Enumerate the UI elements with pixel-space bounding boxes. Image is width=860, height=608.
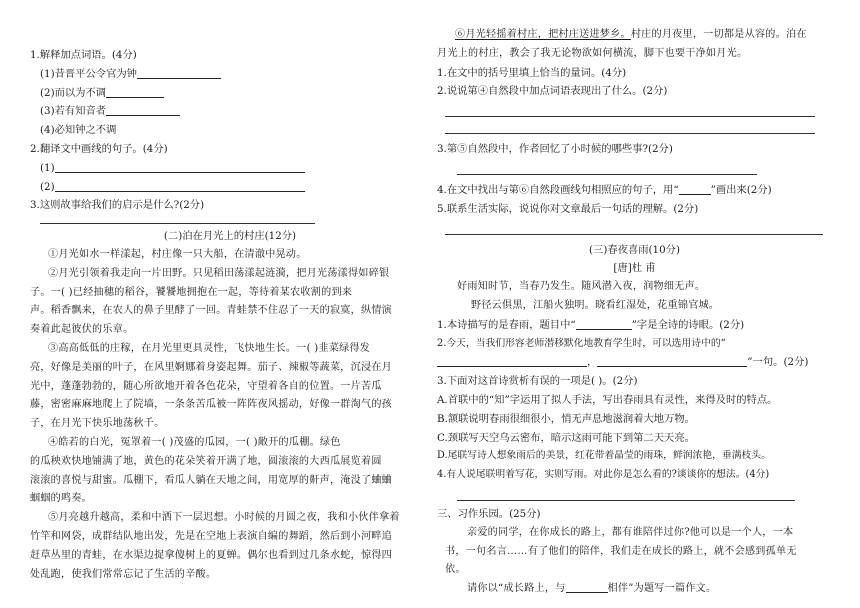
passage-line: 子。一( )已经抽穗的稻谷，饕饕地拥抱在一起，等待着某农收割的到来 [30, 286, 353, 298]
answer-line[interactable] [445, 104, 815, 117]
answer-blank[interactable] [55, 179, 305, 192]
answer-blank[interactable] [597, 354, 747, 367]
passage-line: 处乱跑，使我们常常忘记了生活的辛酸。 [30, 568, 217, 580]
passage-q2: 2.说说第④自然段中加点词语表现出了什么。(2分) [437, 85, 668, 98]
poem-line: 野径云俱黑，江船火独明。晓看红湿处，花重锦官城。 [471, 299, 720, 311]
passage-line: ③高高低低的庄稼，在月光里更具灵性，飞快地生长。一( )韭菜绿得发 [48, 342, 371, 354]
q2-title: 2.翻译文中画线的句子。(4分) [30, 142, 168, 155]
answer-line[interactable] [457, 162, 757, 175]
composition-prompt-line: 依。 [445, 564, 466, 576]
q1-item-4: (4)必知钟之不调 [40, 124, 117, 137]
passage-line: 奏着此起彼伏的乐章。 [30, 324, 134, 336]
poem-q4: 4.有人说尾联明着写花，实则写雨。对此你是怎么看的?谈谈你的想法。(4分) [437, 469, 770, 481]
q2-item-2: (2) [30, 178, 430, 197]
passage-line: 滚滚的喜悦与甜蜜。瓜棚下，看瓜人躺在天地之间，用宽厚的鼾声，淹没了蛐蛐 [30, 474, 393, 486]
q1-item-1: (1)昔晋平公令官为钟 [30, 65, 430, 84]
passage-line: 藤，密密麻麻地爬上了院墙，一条条苦瓜被一阵阵夜风摇动，好像一群淘气的孩 [30, 399, 393, 411]
q1-item-2: (2)而以为不调 [30, 84, 430, 103]
underlined-sentence: ⑥月光轻摇着村庄，把村庄送进梦乡。 [455, 29, 631, 40]
composition-section-title: 三、习作乐园。(25分) [437, 507, 541, 520]
poem-q3-option-a[interactable]: A.首联中的“知”字运用了拟人手法，写出春雨具有灵性，来得及时的特点。 [437, 393, 778, 406]
passage-line: 赶草丛里的青蛙，在水渠边捉拿傻树上的夏蝉。偶尔也看到过几条水蛇，惊得四 [30, 549, 393, 561]
mark-symbol-blank [679, 186, 711, 195]
q3-title: 3.这则故事给我们的启示是什么?(2分) [30, 199, 205, 212]
passage-line: 子，在月光下快乐地荡秋千。 [30, 418, 165, 430]
answer-blank[interactable] [566, 580, 608, 593]
answer-line[interactable] [457, 488, 795, 501]
poem-q3: 3.下面对这首诗赏析有误的一项是( )。(2分) [437, 375, 638, 388]
passage-line: ①月光如水一样漾起，村庄像一只大船，在清澈中晃动。 [48, 248, 307, 260]
poem-q3-option-d[interactable]: D.尾联写诗人想象雨后的美景，红花带着晶莹的雨珠，鲜润浓艳，垂满枝头。 [437, 450, 771, 462]
passage-line: ④皓若的白光，冤罩着一( )茂盛的瓜园，一( )敞开的瓜棚。绿色 [48, 436, 341, 448]
passage-q5: 5.联系生活实际，说说你对文章最后一句话的理解。(2分) [437, 202, 699, 215]
passage-q3: 3.第⑤自然段中，作者回忆了小时候的哪些事?(2分) [437, 143, 673, 156]
answer-blank[interactable] [576, 317, 632, 330]
q1-item-3: (3)若有知音者 [30, 102, 430, 121]
section-3-title: (三)春夜喜雨(10分) [589, 243, 680, 256]
answer-line[interactable] [445, 222, 823, 235]
poem-q1: 1.本诗描写的是春雨，题目中“ ”字是全诗的诗眼。(2分) [437, 318, 745, 331]
section-2-title: (二)泊在月光上的村庄(12分) [163, 230, 297, 243]
passage-line: ⑤月亮越升越高，柔和中洒下一层迟想。小时候的月圆之夜，我和小伙伴拿着 [48, 512, 400, 524]
answer-blank[interactable] [137, 66, 221, 79]
answer-blank[interactable] [55, 160, 305, 173]
right-column [437, 29, 832, 599]
passage-line: 蝈蝈的鸣奏。 [30, 493, 93, 505]
passage-line: 月光上的村庄，教会了我无论物欲如何横流，脚下也要干净如月光。 [437, 47, 748, 59]
poem-author: [唐]杜 甫 [613, 262, 656, 275]
passage-line: 亮，好像是美丽的叶子，在风里婀娜着身姿起舞。茄子、辣椒等蔬菜，沉浸在月 [30, 361, 393, 373]
poem-q3-option-c[interactable]: C.颈联写天空乌云密布，暗示这雨可能下到第二天天亮。 [437, 431, 695, 444]
passage-line: 的瓜秧欢快地铺满了地，黄色的花朵笑着开满了地，圆滚滚的大西瓜展览着圆 [30, 455, 382, 467]
passage-line: 声。稻香飘来，在农人的鼻子里酵了一回。青蛙禁不住忍了一天的寂寞，纵情演 [30, 305, 393, 317]
passage-line: ⑥月光轻摇着村庄，把村庄送进梦乡。村庄的月夜里，一切都是从容的。泊在 [455, 29, 807, 40]
poem-line: 好雨知时节，当春乃发生。随风潜入夜，润物细无声。 [457, 281, 706, 293]
answer-blank[interactable] [106, 103, 180, 116]
passage-q1: 1.在文中的括号里填上恰当的量词。(4分) [437, 66, 627, 79]
composition-prompt-line: 亲爱的同学，在你成长的路上，都有谁陪伴过你?他可以是一个人，一本 [467, 526, 794, 538]
poem-q2: 2.今天，当我们形容老师潜移默化地教育学生时，可以选用诗中的“ [437, 337, 726, 349]
answer-line[interactable] [40, 215, 315, 224]
poem-q2-blanks: ， ”一句。(2分) [437, 353, 832, 372]
passage-q4: 4.在文中找出与第⑥自然段画线句相照应的句子，用“ ”画出来(2分) [437, 183, 772, 196]
q1-title: 1.解释加点词语。(4分) [30, 49, 137, 61]
composition-title-prompt: 请你以“成长路上，与 相伴”为题写一篇作文。 [437, 580, 832, 599]
poem-q3-option-b[interactable]: B.颔联说明春雨很细很小，悄无声息地滋润着大地万物。 [437, 412, 695, 425]
q2-item-1: (1) [30, 159, 430, 178]
passage-line: 竹竿和网袋，成群结队地出发，先是在空地上表演自编的舞蹈，然后到小河畔追 [30, 530, 393, 542]
passage-text [30, 246, 430, 584]
answer-line[interactable] [445, 121, 815, 134]
answer-blank[interactable] [106, 85, 164, 98]
composition-prompt-line: 书，一句名言……有了他们的陪伴，我们走在成长的路上，就不会感到孤单无 [445, 545, 797, 557]
passage-line: ②月光引领着我走向一片田野。只见稻田荡漾起涟漪，把月光荡漾得如碎银 [48, 267, 390, 279]
answer-blank[interactable] [437, 354, 587, 367]
left-column [30, 46, 430, 584]
passage-line: 光中，蓬蓬勃勃的，随心所欲地开着各色花朵，守望着各自的位置。一片苦瓜 [30, 380, 382, 392]
